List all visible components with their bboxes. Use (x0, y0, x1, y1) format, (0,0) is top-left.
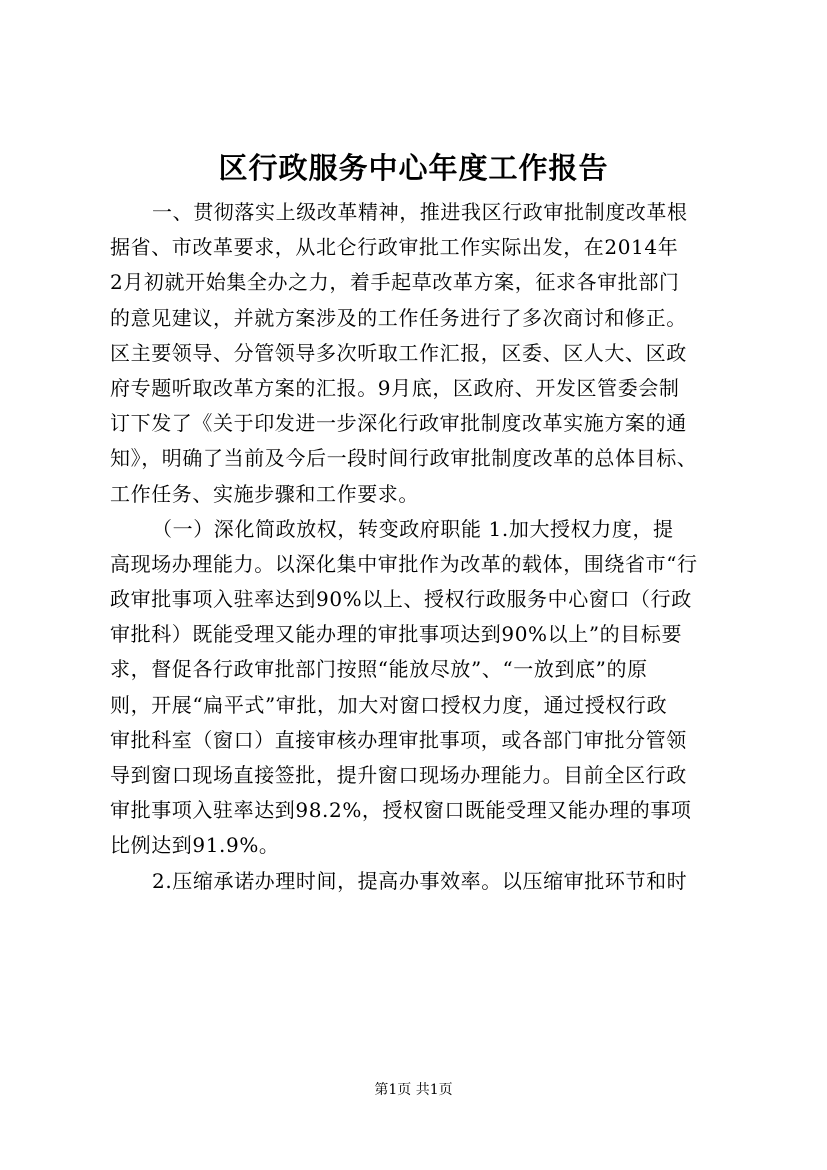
body-line-4: 的意见建议，并就方案涉及的工作任务进行了多次商讨和修正。 (110, 305, 687, 330)
body-line-14: 求，督促各行政审批部门按照“能放尽放”、“一放到底”的原 (110, 657, 648, 682)
document-title: 区行政服务中心年度工作报告 (218, 151, 609, 185)
body-line-3: 2月初就开始集全办之力，着手起草改革方案，征求各审批部门 (110, 270, 680, 295)
page-footer (0, 1080, 827, 1100)
page-number-label: 第1页 共1页 (374, 1082, 453, 1098)
body-line-7: 订下发了《关于印发进一步深化行政审批制度改革实施方案的通 (110, 411, 687, 436)
body-line-11: 高现场办理能力。以深化集中审批作为改革的载体，围绕省市“行 (110, 551, 698, 576)
body-line-18: 审批事项入驻率达到98.2%，授权窗口既能受理又能办理的事项 (110, 798, 692, 823)
body-line-12: 政审批事项入驻率达到90%以上、授权行政服务中心窗口（行政 (110, 587, 692, 612)
body-line-9: 工作任务、实施步骤和工作要求。 (110, 481, 419, 506)
body-line-8: 知》，明确了当前及今后一段时间行政审批制度改革的总体目标、 (110, 446, 698, 471)
body-line-20: 2.压缩承诺办理时间，提高办事效率。以压缩审批环节和时 (152, 868, 688, 893)
body-line-2: 据省、市改革要求，从北仑行政审批工作实际出发，在2014年 (110, 235, 679, 260)
body-line-6: 府专题听取改革方案的汇报。9月底，区政府、开发区管委会制 (110, 375, 680, 400)
body-line-15: 则，开展“扁平式”审批，加大对窗口授权力度，通过授权行政 (110, 692, 668, 717)
body-line-10: （一）深化简政放权，转变政府职能 1.加大授权力度，提 (152, 516, 674, 541)
body-line-13: 审批科）既能受理又能办理的审批事项达到90%以上”的目标要 (110, 622, 683, 647)
body-line-19: 比例达到91.9%。 (110, 833, 280, 858)
body-line-17: 导到窗口现场直接签批，提升窗口现场办理能力。目前全区行政 (110, 763, 687, 787)
document-body (110, 195, 740, 899)
body-line-16: 审批科室（窗口）直接审核办理审批事项，或各部门审批分管领 (110, 727, 687, 752)
body-line-5: 区主要领导、分管领导多次听取工作汇报，区委、区人大、区政 (110, 340, 687, 365)
body-line-1: 一、贯彻落实上级改革精神，推进我区行政审批制度改革根 (152, 200, 688, 224)
